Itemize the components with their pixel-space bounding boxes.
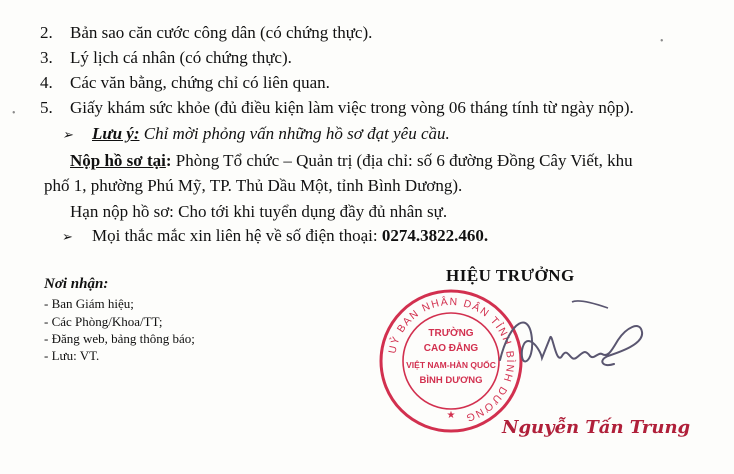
list-text: Lý lịch cá nhân (có chứng thực). xyxy=(70,48,292,67)
submission-line xyxy=(70,152,633,169)
paper-speck: • xyxy=(660,36,664,47)
list-number: 3. xyxy=(40,48,53,67)
recipients-title: Nơi nhận: xyxy=(44,276,109,292)
list-number: 5. xyxy=(40,98,53,117)
list-text: Bản sao căn cước công dân (có chứng thực). xyxy=(70,23,373,42)
contact-phone: 0274.3822.460. xyxy=(381,226,489,245)
list-text: Các văn bằng, chứng chỉ có liên quan. xyxy=(70,73,330,92)
handwritten-signature xyxy=(490,300,660,390)
list-item-5 xyxy=(40,99,634,116)
contact-line xyxy=(62,227,488,244)
list-item-4 xyxy=(40,74,330,91)
submission-text: Phòng Tổ chức – Quản trị (địa chỉ: số 6 đường Đồng Cây Viết, khu xyxy=(171,151,633,170)
note-line xyxy=(62,125,450,142)
seal-line-2: CAO ĐẲNG xyxy=(423,343,479,354)
seal-line-4: BÌNH DƯƠNG xyxy=(419,375,483,386)
list-text: Giấy khám sức khỏe (đủ điều kiện làm việc trong vòng 06 tháng tính từ ngày nộp). xyxy=(70,98,634,117)
note-text: Chỉ mời phỏng vấn những hồ sơ đạt yêu cầu. xyxy=(139,124,450,143)
recipient-item: - Lưu: VT. xyxy=(44,348,100,363)
signer-name: Nguyễn Tấn Trung xyxy=(502,417,691,438)
list-number: 2. xyxy=(40,23,53,42)
list-number: 4. xyxy=(40,73,53,92)
signature-title: HIỆU TRƯỞNG xyxy=(446,266,575,285)
recipient-item: - Đăng web, bảng thông báo; xyxy=(44,331,195,346)
submission-label: Nộp hồ sơ tại xyxy=(70,151,166,170)
recipient-item: - Ban Giám hiệu; xyxy=(44,296,134,311)
note-label: Lưu ý: xyxy=(92,124,140,143)
arrow-bullet-icon: ➢ xyxy=(62,127,73,142)
seal-line-1: TRƯỜNG xyxy=(428,328,474,339)
arrow-bullet-icon: ➢ xyxy=(62,229,73,244)
recipient-item: - Các Phòng/Khoa/TT; xyxy=(44,314,163,329)
seal-line-3: VIỆT NAM-HÀN QUỐC xyxy=(406,360,496,370)
deadline-line: Hạn nộp hồ sơ: Cho tới khi tuyển dụng đầy đủ nhân sự. xyxy=(70,202,448,221)
submission-line-2: phố 1, phường Phú Mỹ, TP. Thủ Dầu Một, tỉnh Bình Dương). xyxy=(44,176,463,195)
seal-star-icon: ★ xyxy=(446,410,456,421)
contact-text: Mọi thắc mắc xin liên hệ về số điện thoại: xyxy=(92,226,382,245)
paper-speck: • xyxy=(12,108,16,119)
list-item-2 xyxy=(40,24,372,41)
submission-colon: : xyxy=(165,151,172,170)
list-item-3 xyxy=(40,49,292,66)
seal-ring-path: UỶ BAN NHÂN DÂN TỈNH BÌNH DƯƠNG xyxy=(386,295,517,425)
